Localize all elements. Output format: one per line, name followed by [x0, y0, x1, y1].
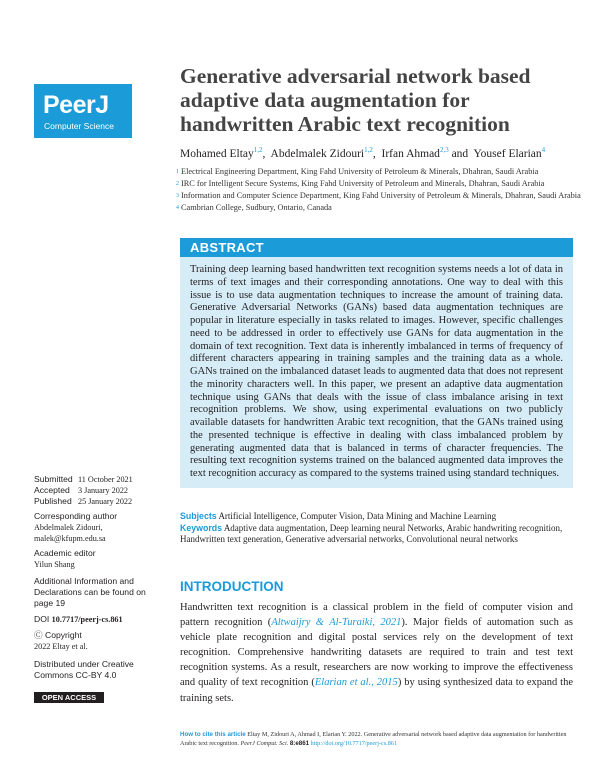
article-title: [180, 64, 580, 136]
how-to-cite: [180, 731, 575, 748]
citation-link[interactable]: Altwaijry & Al-Turaiki, 2021: [271, 617, 402, 629]
author-name: Yousef Elarian: [473, 147, 542, 160]
affiliation-number: 3: [176, 193, 179, 199]
title-line-3: handwritten Arabic text recognition: [180, 112, 510, 136]
cite-journal: PeerJ Comput. Sci.: [240, 739, 289, 747]
author-list: Mohamed Eltay$^{1,2}$, Abdelmalek Zidouri$^{1,2}$, Irfan Ahmad$^{2,3}$ and Yousef Elarian$^4$: [180, 146, 546, 160]
cite-text: Eltay M, Zidouri A, Ahmad I, Elarian Y. 2022. Generative adversarial network based adaptive data augmentation for handwritten Arabic text recognition.: [180, 731, 567, 747]
author-name: Abdelmalek Zidouri: [270, 147, 365, 160]
published-date: 25 January 2022: [78, 497, 133, 506]
subjects-keywords: [180, 511, 575, 546]
affiliation-text: Cambrian College, Sudbury, Ontario, Canada: [181, 203, 332, 212]
keywords-text: Adaptive data augmentation, Deep learning neural Networks, Arabic handwriting recognition, Handwritten text generation, Generative adversarial networks, Convolutional neural networks: [180, 522, 563, 544]
editor-label: Academic editor: [34, 548, 96, 558]
cite-link[interactable]: http://doi.org/10.7717/peerj-cs.861: [310, 739, 397, 747]
copyright-holder: 2022 Eltay et al.: [34, 642, 88, 651]
title-line-2: adaptive data augmentation for: [180, 88, 470, 112]
affiliation-text: Information and Computer Science Department, King Fahd University of Petroleum & Minerals, Dhahran, Saudi Arabia: [181, 191, 581, 200]
license[interactable]: Distributed under Creative Commons CC-BY 4.0: [34, 659, 134, 680]
additional-info[interactable]: Additional Information and Declarations can be found on page 19: [34, 576, 146, 608]
published-label: Published: [34, 496, 72, 506]
corresponding-name: Abdelmalek Zidouri,: [34, 523, 103, 532]
doi: [34, 614, 174, 625]
open-access-badge: OPEN ACCESS: [34, 692, 104, 703]
affiliation-number: 1: [176, 169, 179, 175]
accepted-label: Accepted: [34, 485, 70, 495]
keywords-label: Keywords: [180, 522, 223, 533]
corresponding-email[interactable]: malek@kfupm.edu.sa: [34, 534, 106, 543]
cite-article: 8:e861: [289, 739, 310, 747]
abstract-header: [180, 238, 573, 257]
subjects-text: Artificial Intelligence, Computer Vision, Data Mining and Machine Learning: [218, 511, 497, 521]
logo-subtitle: Computer Science: [44, 121, 114, 131]
doi-label: DOI: [34, 614, 50, 624]
affiliation-text: IRC for Intelligent Secure Systems, King Fahd University of Petroleum and Minerals, Dhahran, Saudi Arabia: [181, 179, 545, 188]
intro-text-part: Handwritten text recognition is a classical problem in the field of computer vision and pattern recognition (: [180, 602, 573, 629]
accepted-date: 3 January 2022: [78, 486, 129, 495]
introduction-text: [180, 600, 573, 706]
author-affil-sup: 2,3: [439, 146, 449, 154]
copyright-icon: Ⓒ: [34, 630, 43, 640]
corresponding-label: Corresponding author: [34, 511, 118, 521]
publication-dates: [34, 474, 174, 507]
affiliation-item: [176, 166, 581, 178]
submitted-label: Submitted: [34, 474, 73, 484]
logo-text: PeerJ: [43, 91, 109, 119]
author-affil-sup: 4: [541, 146, 546, 154]
submitted-date: 11 October 2021: [78, 475, 133, 484]
author-affil-sup: 1,2: [253, 146, 263, 154]
intro-text-part: ) by using synthesized data to expand the training sets.: [180, 677, 573, 704]
title-line-1: Generative adversarial network based: [180, 64, 531, 88]
corresponding-author: [34, 511, 174, 544]
cite-label: How to cite this article: [180, 731, 246, 738]
affiliation-item: [176, 178, 581, 190]
affiliation-text: Electrical Engineering Department, King Fahd University of Petroleum & Minerals, Dhahran, Saudi Arabia: [181, 167, 539, 176]
introduction-heading: INTRODUCTION: [180, 579, 284, 594]
affiliation-number: 4: [176, 205, 179, 211]
copyright: [34, 630, 174, 652]
citation-link[interactable]: Elarian et al., 2015: [314, 677, 398, 689]
doi-link[interactable]: 10.7717/peerj-cs.861: [51, 615, 123, 624]
affiliation-list: [176, 166, 581, 214]
author-affil-sup: 1,2: [364, 146, 373, 154]
keywords-line: [180, 523, 575, 546]
subjects-line: [180, 511, 575, 523]
affiliation-number: 2: [176, 181, 179, 187]
abstract-heading: ABSTRACT: [190, 240, 264, 255]
affiliation-item: [176, 190, 581, 202]
journal-logo: [34, 84, 132, 138]
copyright-label: Copyright: [45, 630, 82, 640]
abstract-text: Training deep learning based handwritten text recognition systems needs a lot of data in terms of text images and their corresponding annotations. One way to deal with this issue is to use data augmentation techniques to increase the amount of training data. Generative Adversarial Networks (GANs) based data augmentation techniques are popular in literature especially in tasks related to images. However, specific challenges need to be addressed in order to effectively use GANs for data augmentation in the domain of text recognition. Text data is inherently imbalanced in terms of frequency of different characters appearing in training samples and the training data as a whole. GANs trained on the imbalanced dataset leads to augmented data that does not represent the minority characters well. In this paper, we present an adaptive data augmentation technique using GANs that deals with the issue of class imbalance arising in text recognition problems. We show, using experimental evaluations on two publicly available datasets for handwritten Arabic text recognition, that the GANs trained using the presented technique is effective in dealing with class imbalanced problem by generating augmented data that is balanced in terms of character frequencies. The resulting text recognition systems trained on the balanced augmented data improves the text recognition accuracy as compared to the systems trained using standard techniques.: [190, 264, 563, 479]
author-name: Irfan Ahmad: [381, 147, 440, 160]
author-name: Mohamed Eltay: [180, 147, 254, 160]
affiliation-item: [176, 202, 581, 214]
intro-text-part: ). Major fields of automation such as vehicle plate recognition and digital postal services rely on the development of text recognition. Comprehensive handwriting datasets are required to train and test text recognition systems. As a result, researchers are now working to improve the effectiveness and quality of text recognition (: [180, 617, 574, 689]
academic-editor: [34, 548, 174, 570]
abstract-box: [180, 238, 573, 488]
subjects-label: Subjects: [180, 511, 217, 521]
editor-name: Yilun Shang: [34, 560, 75, 569]
